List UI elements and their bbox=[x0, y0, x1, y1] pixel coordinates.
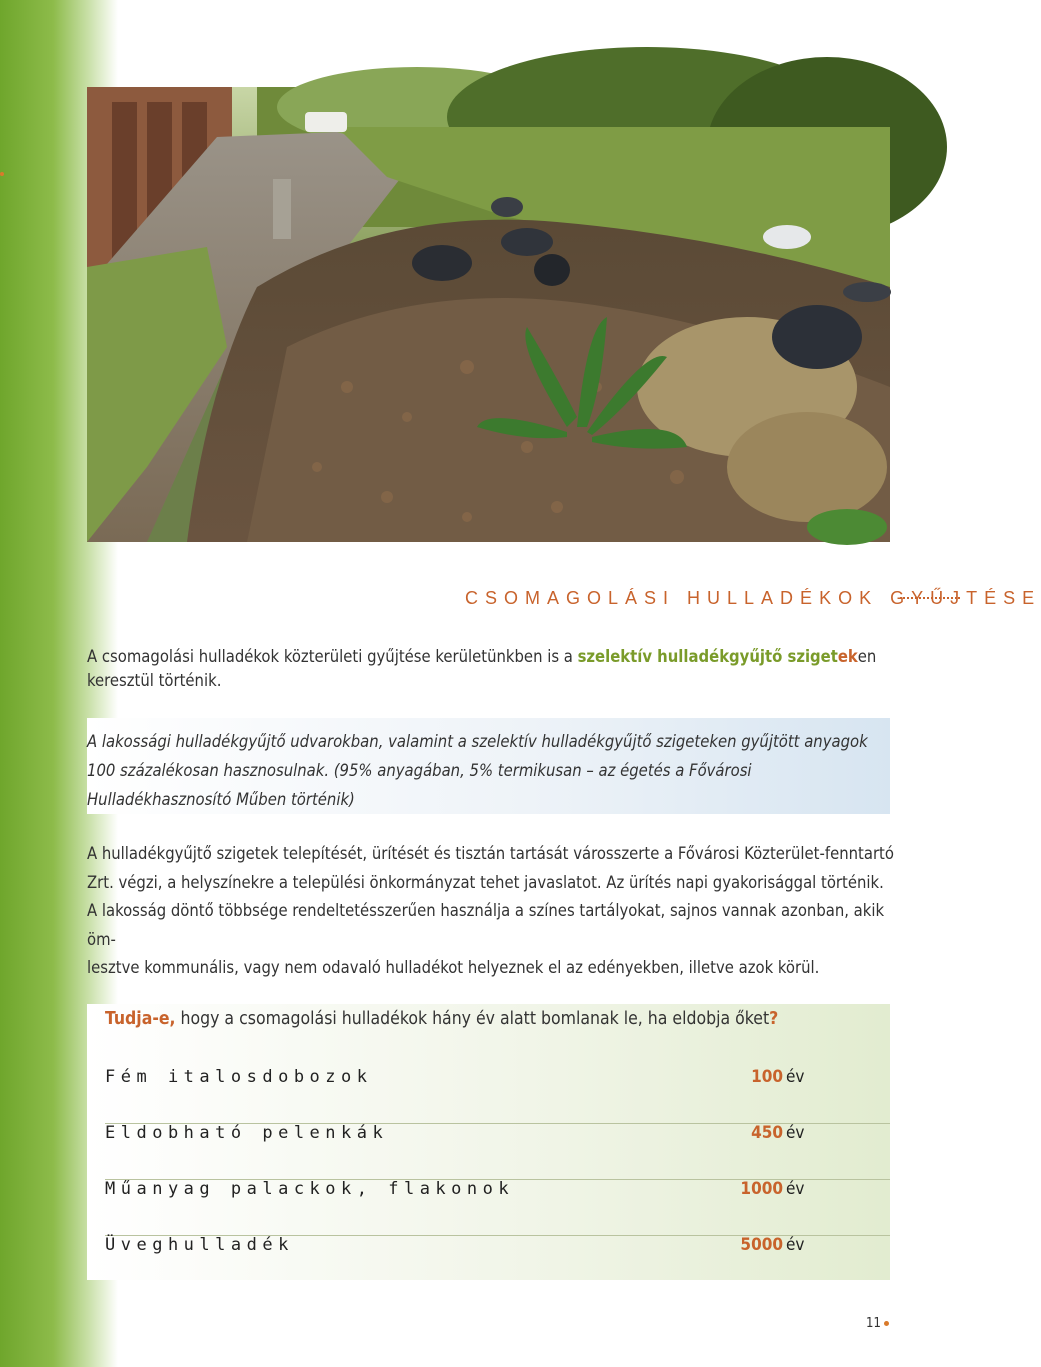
item-unit: év bbox=[786, 1123, 805, 1143]
item-name: Fém italosdobozok bbox=[105, 1067, 373, 1087]
item-unit: év bbox=[786, 1179, 805, 1199]
did-you-know-question: Tudja-e, hogy a csomagolási hulladékok hány év alatt bomlanak le, ha eldobja őket? bbox=[105, 1009, 779, 1029]
item-years: 1000 bbox=[740, 1179, 783, 1199]
body-line: A lakosság döntő többsége rendeltetésszerűen használja a színes tartályokat, sajnos vannak azonban, akik öm- bbox=[87, 901, 885, 949]
item-years: 450 bbox=[751, 1123, 783, 1143]
item-name: Eldobható pelenkák bbox=[105, 1123, 389, 1143]
page-number-bullet bbox=[884, 1321, 889, 1326]
margin-bullet bbox=[0, 172, 4, 176]
intro-paragraph: A csomagolási hulladékok közterületi gyűjtése kerületünkben is a szelektív hulladékgyűjtő szigeteken keresztül történik. bbox=[87, 647, 877, 690]
body-line: lesztve kommunális, vagy nem odavaló hulladékot helyeznek el az edényekben, illetve azok körül. bbox=[87, 958, 820, 977]
decomposition-row bbox=[105, 1067, 890, 1124]
body-line: Zrt. végzi, a helyszínekre a települési önkormányzat tehet javaslatot. Az ürítés napi gyakorisággal történik. bbox=[87, 872, 884, 892]
intro-highlight: szelektív hulladékgyűjtő sziget bbox=[577, 647, 838, 666]
item-name: Műanyag palackok, flakonok bbox=[105, 1179, 515, 1199]
item-unit: év bbox=[786, 1235, 805, 1255]
section-title: CSOMAGOLÁSI HULLADÉKOK GYŰJTÉSE bbox=[465, 588, 1041, 608]
decomposition-row bbox=[105, 1235, 890, 1291]
decomposition-row bbox=[105, 1179, 890, 1236]
waste-dump-photo bbox=[87, 87, 890, 542]
intro-highlight-suffix: ek bbox=[837, 647, 858, 666]
quote-paragraph: A lakossági hulladékgyűjtő udvarokban, valamint a szelektív hulladékgyűjtő szigeteken gyűjtött anyagok 100 százalékosan hasznosulnak. (95% anyagában, 5% termikusan – az égetés a Fővárosi Hulladékhasznosító Műben történik) bbox=[87, 732, 868, 809]
body-paragraph bbox=[87, 840, 895, 983]
page-number: 11 bbox=[866, 1316, 881, 1331]
decomposition-row bbox=[105, 1123, 890, 1180]
item-years: 5000 bbox=[740, 1235, 783, 1255]
item-name: Üveghulladék bbox=[105, 1235, 294, 1255]
item-years: 100 bbox=[751, 1067, 783, 1087]
body-line: A hulladékgyűjtő szigetek telepítését, ürítését és tisztán tartását városszerte a Fővárosi Közterület-fenntartó bbox=[87, 844, 894, 863]
item-unit: év bbox=[786, 1067, 805, 1087]
title-dotted-rule bbox=[900, 597, 960, 599]
